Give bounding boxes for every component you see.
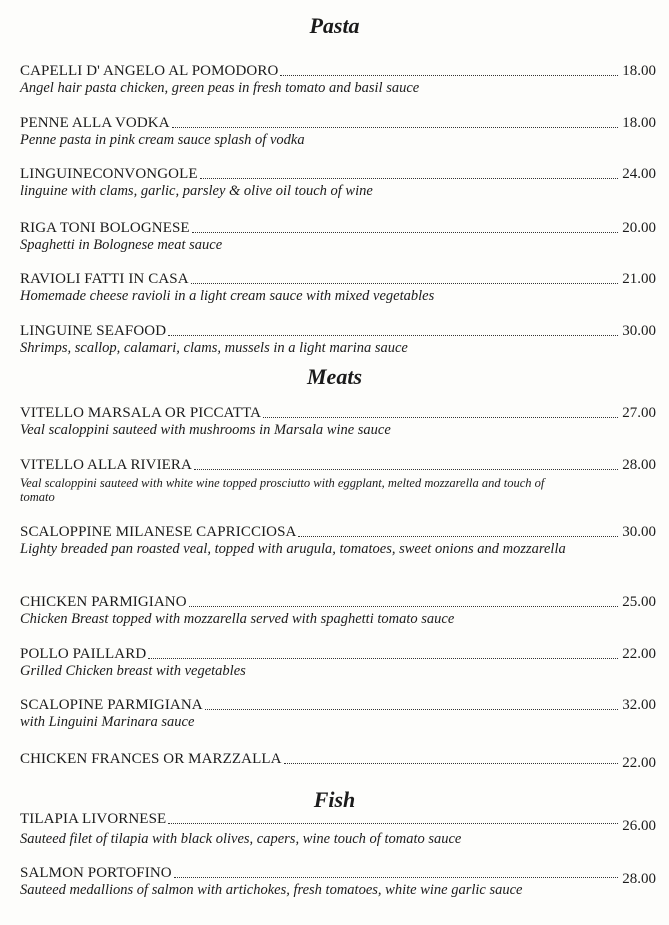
item-description: Lighty breaded pan roasted veal, topped with arugula, tomatoes, sweet onions and mozzarella xyxy=(20,541,566,557)
item-description: Homemade cheese ravioli in a light cream sauce with mixed vegetables xyxy=(20,288,435,304)
dot-leader xyxy=(148,658,618,659)
menu-item xyxy=(20,163,656,199)
item-name: PENNE ALLA VODKA xyxy=(20,115,170,131)
item-description: Spaghetti in Bolognese meat sauce xyxy=(20,237,223,253)
item-name: CHICKEN PARMIGIANO xyxy=(20,594,187,610)
item-name: CHICKEN FRANCES OR MARZZALLA xyxy=(20,751,282,767)
item-price: 26.00 xyxy=(622,818,656,834)
item-name: CAPELLI D' ANGELO AL POMODORO xyxy=(20,63,279,79)
dot-leader xyxy=(298,536,618,537)
menu-item xyxy=(20,694,656,730)
item-name: SALMON PORTOFINO xyxy=(20,865,172,881)
item-price: 28.00 xyxy=(622,457,656,473)
menu-item xyxy=(20,643,656,679)
item-price: 20.00 xyxy=(622,220,656,236)
item-name: TILAPIA LIVORNESE xyxy=(20,811,167,827)
item-description: linguine with clams, garlic, parsley & olive oil touch of wine xyxy=(20,183,373,199)
item-price: 18.00 xyxy=(622,115,656,131)
item-description: Penne pasta in pink cream sauce splash of vodka xyxy=(20,132,305,148)
menu-item xyxy=(20,402,656,438)
section-title-meats: Meats xyxy=(307,364,362,389)
dot-leader xyxy=(284,763,619,764)
item-description: Veal scaloppini sauteed with white wine topped prosciutto with eggplant, melted mozzarella and touch of tomato xyxy=(20,476,545,504)
dot-leader xyxy=(174,877,619,878)
dot-leader xyxy=(200,178,619,179)
dot-leader xyxy=(194,469,618,470)
menu-item xyxy=(20,217,656,253)
item-name: POLLO PAILLARD xyxy=(20,646,147,662)
menu-item xyxy=(20,521,656,557)
dot-leader xyxy=(192,232,619,233)
item-name: LINGUINECONVONGOLE xyxy=(20,166,198,182)
dot-leader xyxy=(263,417,618,418)
item-name: LINGUINE SEAFOOD xyxy=(20,323,167,339)
item-price: 30.00 xyxy=(622,323,656,339)
menu-item xyxy=(20,591,656,627)
item-name: RIGA TONI BOLOGNESE xyxy=(20,220,190,236)
item-price: 25.00 xyxy=(622,594,656,610)
dot-leader xyxy=(280,75,618,76)
item-description: Grilled Chicken breast with vegetables xyxy=(20,663,246,679)
menu-item xyxy=(20,808,656,847)
menu-item xyxy=(20,268,656,304)
item-price: 21.00 xyxy=(622,271,656,287)
menu-item xyxy=(20,454,656,504)
item-price: 24.00 xyxy=(622,166,656,182)
dot-leader xyxy=(168,335,618,336)
item-name: SCALOPINE PARMIGIANA xyxy=(20,697,203,713)
menu-item xyxy=(20,112,656,148)
item-description: Sauteed filet of tilapia with black olives, capers, wine touch of tomato sauce xyxy=(20,831,462,847)
menu-item xyxy=(20,60,656,96)
dot-leader xyxy=(168,823,618,824)
section-title-pasta: Pasta xyxy=(309,13,360,38)
item-name: RAVIOLI FATTI IN CASA xyxy=(20,271,189,287)
dot-leader xyxy=(205,709,619,710)
item-price: 30.00 xyxy=(622,524,656,540)
item-price: 22.00 xyxy=(622,755,656,771)
menu-item xyxy=(20,748,656,771)
item-price: 32.00 xyxy=(622,697,656,713)
item-description: Chicken Breast topped with mozzarella served with spaghetti tomato sauce xyxy=(20,611,455,627)
item-description: Angel hair pasta chicken, green peas in fresh tomato and basil sauce xyxy=(20,80,420,96)
dot-leader xyxy=(172,127,619,128)
menu-item xyxy=(20,320,656,356)
menu-item xyxy=(20,862,656,898)
item-price: 18.00 xyxy=(622,63,656,79)
item-price: 28.00 xyxy=(622,871,656,887)
dot-leader xyxy=(191,283,619,284)
item-price: 27.00 xyxy=(622,405,656,421)
item-description: Veal scaloppini sauteed with mushrooms in Marsala wine sauce xyxy=(20,422,391,438)
item-description: with Linguini Marinara sauce xyxy=(20,714,195,730)
dot-leader xyxy=(189,606,619,607)
item-description: Sauteed medallions of salmon with artichokes, fresh tomatoes, white wine garlic sauce xyxy=(20,882,523,898)
item-price: 22.00 xyxy=(622,646,656,662)
item-name: VITELLO MARSALA OR PICCATTA xyxy=(20,405,262,421)
item-description: Shrimps, scallop, calamari, clams, mussels in a light marina sauce xyxy=(20,340,408,356)
item-name: VITELLO ALLA RIVIERA xyxy=(20,457,192,473)
item-name: SCALOPPINE MILANESE CAPRICCIOSA xyxy=(20,524,297,540)
section-title-fish: Fish xyxy=(313,787,356,812)
